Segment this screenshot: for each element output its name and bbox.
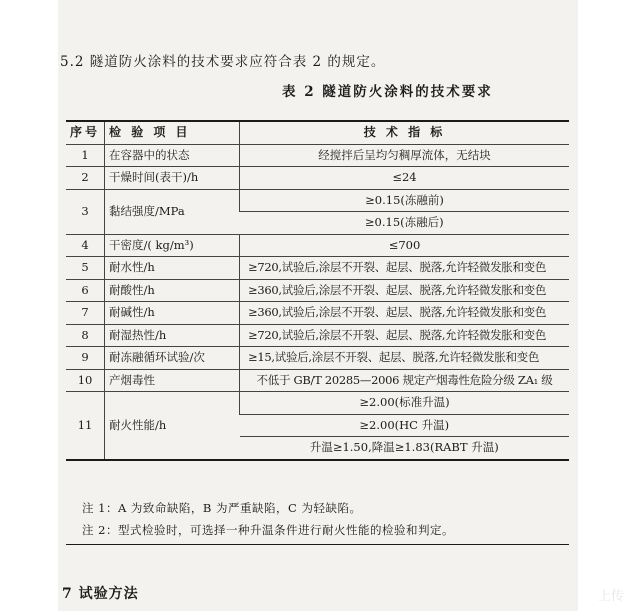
header-requirement: 技 术 指 标 — [240, 121, 569, 144]
row-requirement: ≥2.00(标准升温) — [240, 392, 569, 415]
row-requirement: ≥0.15(冻融后) — [240, 212, 569, 235]
table-row — [66, 167, 569, 190]
row-requirement: 升温≥1.50,降温≥1.83(RABT 升温) — [240, 437, 569, 460]
table-row — [66, 302, 569, 325]
row-item: 耐碱性/h — [105, 302, 240, 325]
table-notes — [66, 492, 569, 545]
header-item: 检 验 项 目 — [105, 121, 240, 144]
section-heading: 5.2 隧道防火涂料的技术要求应符合表 2 的规定。 — [60, 54, 386, 70]
table-row — [66, 189, 569, 212]
row-requirement: 不低于 GB/T 20285—2006 规定产烟毒性危险分级 ZA₁ 级 — [240, 369, 569, 392]
row-no: 10 — [66, 369, 105, 392]
row-item: 耐火性能/h — [105, 392, 240, 460]
header-no: 序号 — [66, 121, 105, 144]
table-row — [66, 257, 569, 280]
row-item: 耐湿热性/h — [105, 324, 240, 347]
table-row — [66, 279, 569, 302]
page-margin-strip — [578, 0, 640, 611]
row-requirement: ≥360,试验后,涂层不开裂、起层、脱落,允许轻微发胀和变色 — [240, 302, 569, 325]
table-row — [66, 369, 569, 392]
table-row — [66, 324, 569, 347]
row-no: 9 — [66, 347, 105, 370]
row-item: 黏结强度/MPa — [105, 189, 240, 234]
row-requirement: ≤700 — [240, 234, 569, 257]
row-requirement: ≥360,试验后,涂层不开裂、起层、脱落,允许轻微发胀和变色 — [240, 279, 569, 302]
row-no: 2 — [66, 167, 105, 190]
note-2: 注 2：型式检验时，可选择一种升温条件进行耐火性能的检验和判定。 — [82, 523, 454, 537]
row-item: 耐水性/h — [105, 257, 240, 280]
row-requirement: ≥720,试验后,涂层不开裂、起层、脱落,允许轻微发胀和变色 — [240, 257, 569, 280]
row-no: 5 — [66, 257, 105, 280]
row-requirement: ≤24 — [240, 167, 569, 190]
table-row — [66, 234, 569, 257]
row-no: 8 — [66, 324, 105, 347]
row-no: 7 — [66, 302, 105, 325]
row-no: 11 — [66, 392, 105, 460]
row-requirement: ≥15,试验后,涂层不开裂、起层、脱落,允许轻微发胀和变色 — [240, 347, 569, 370]
row-item: 耐酸性/h — [105, 279, 240, 302]
row-no: 3 — [66, 189, 105, 234]
row-item: 耐冻融循环试验/次 — [105, 347, 240, 370]
row-no: 4 — [66, 234, 105, 257]
table-caption: 表 2 隧道防火涂料的技术要求 — [282, 84, 493, 100]
row-requirement: ≥2.00(HC 升温) — [240, 414, 569, 437]
row-requirement: ≥720,试验后,涂层不开裂、起层、脱落,允许轻微发胀和变色 — [240, 324, 569, 347]
table-header-row — [66, 121, 569, 144]
row-item: 干密度/( kg/m³) — [105, 234, 240, 257]
row-item: 在容器中的状态 — [105, 144, 240, 167]
table-row — [66, 347, 569, 370]
watermark: 上传 — [598, 589, 625, 604]
technical-requirements-table — [66, 120, 569, 461]
row-requirement: 经搅拌后呈均匀稠厚流体，无结块 — [240, 144, 569, 167]
row-no: 6 — [66, 279, 105, 302]
row-requirement: ≥0.15(冻融前) — [240, 189, 569, 212]
table-row — [66, 392, 569, 415]
table-row — [66, 144, 569, 167]
row-item: 产烟毒性 — [105, 369, 240, 392]
next-section-heading: 7 试验方法 — [62, 586, 139, 602]
row-no: 1 — [66, 144, 105, 167]
row-item: 干燥时间(表干)/h — [105, 167, 240, 190]
note-1: 注 1：A 为致命缺陷，B 为严重缺陷，C 为轻缺陷。 — [82, 501, 362, 515]
